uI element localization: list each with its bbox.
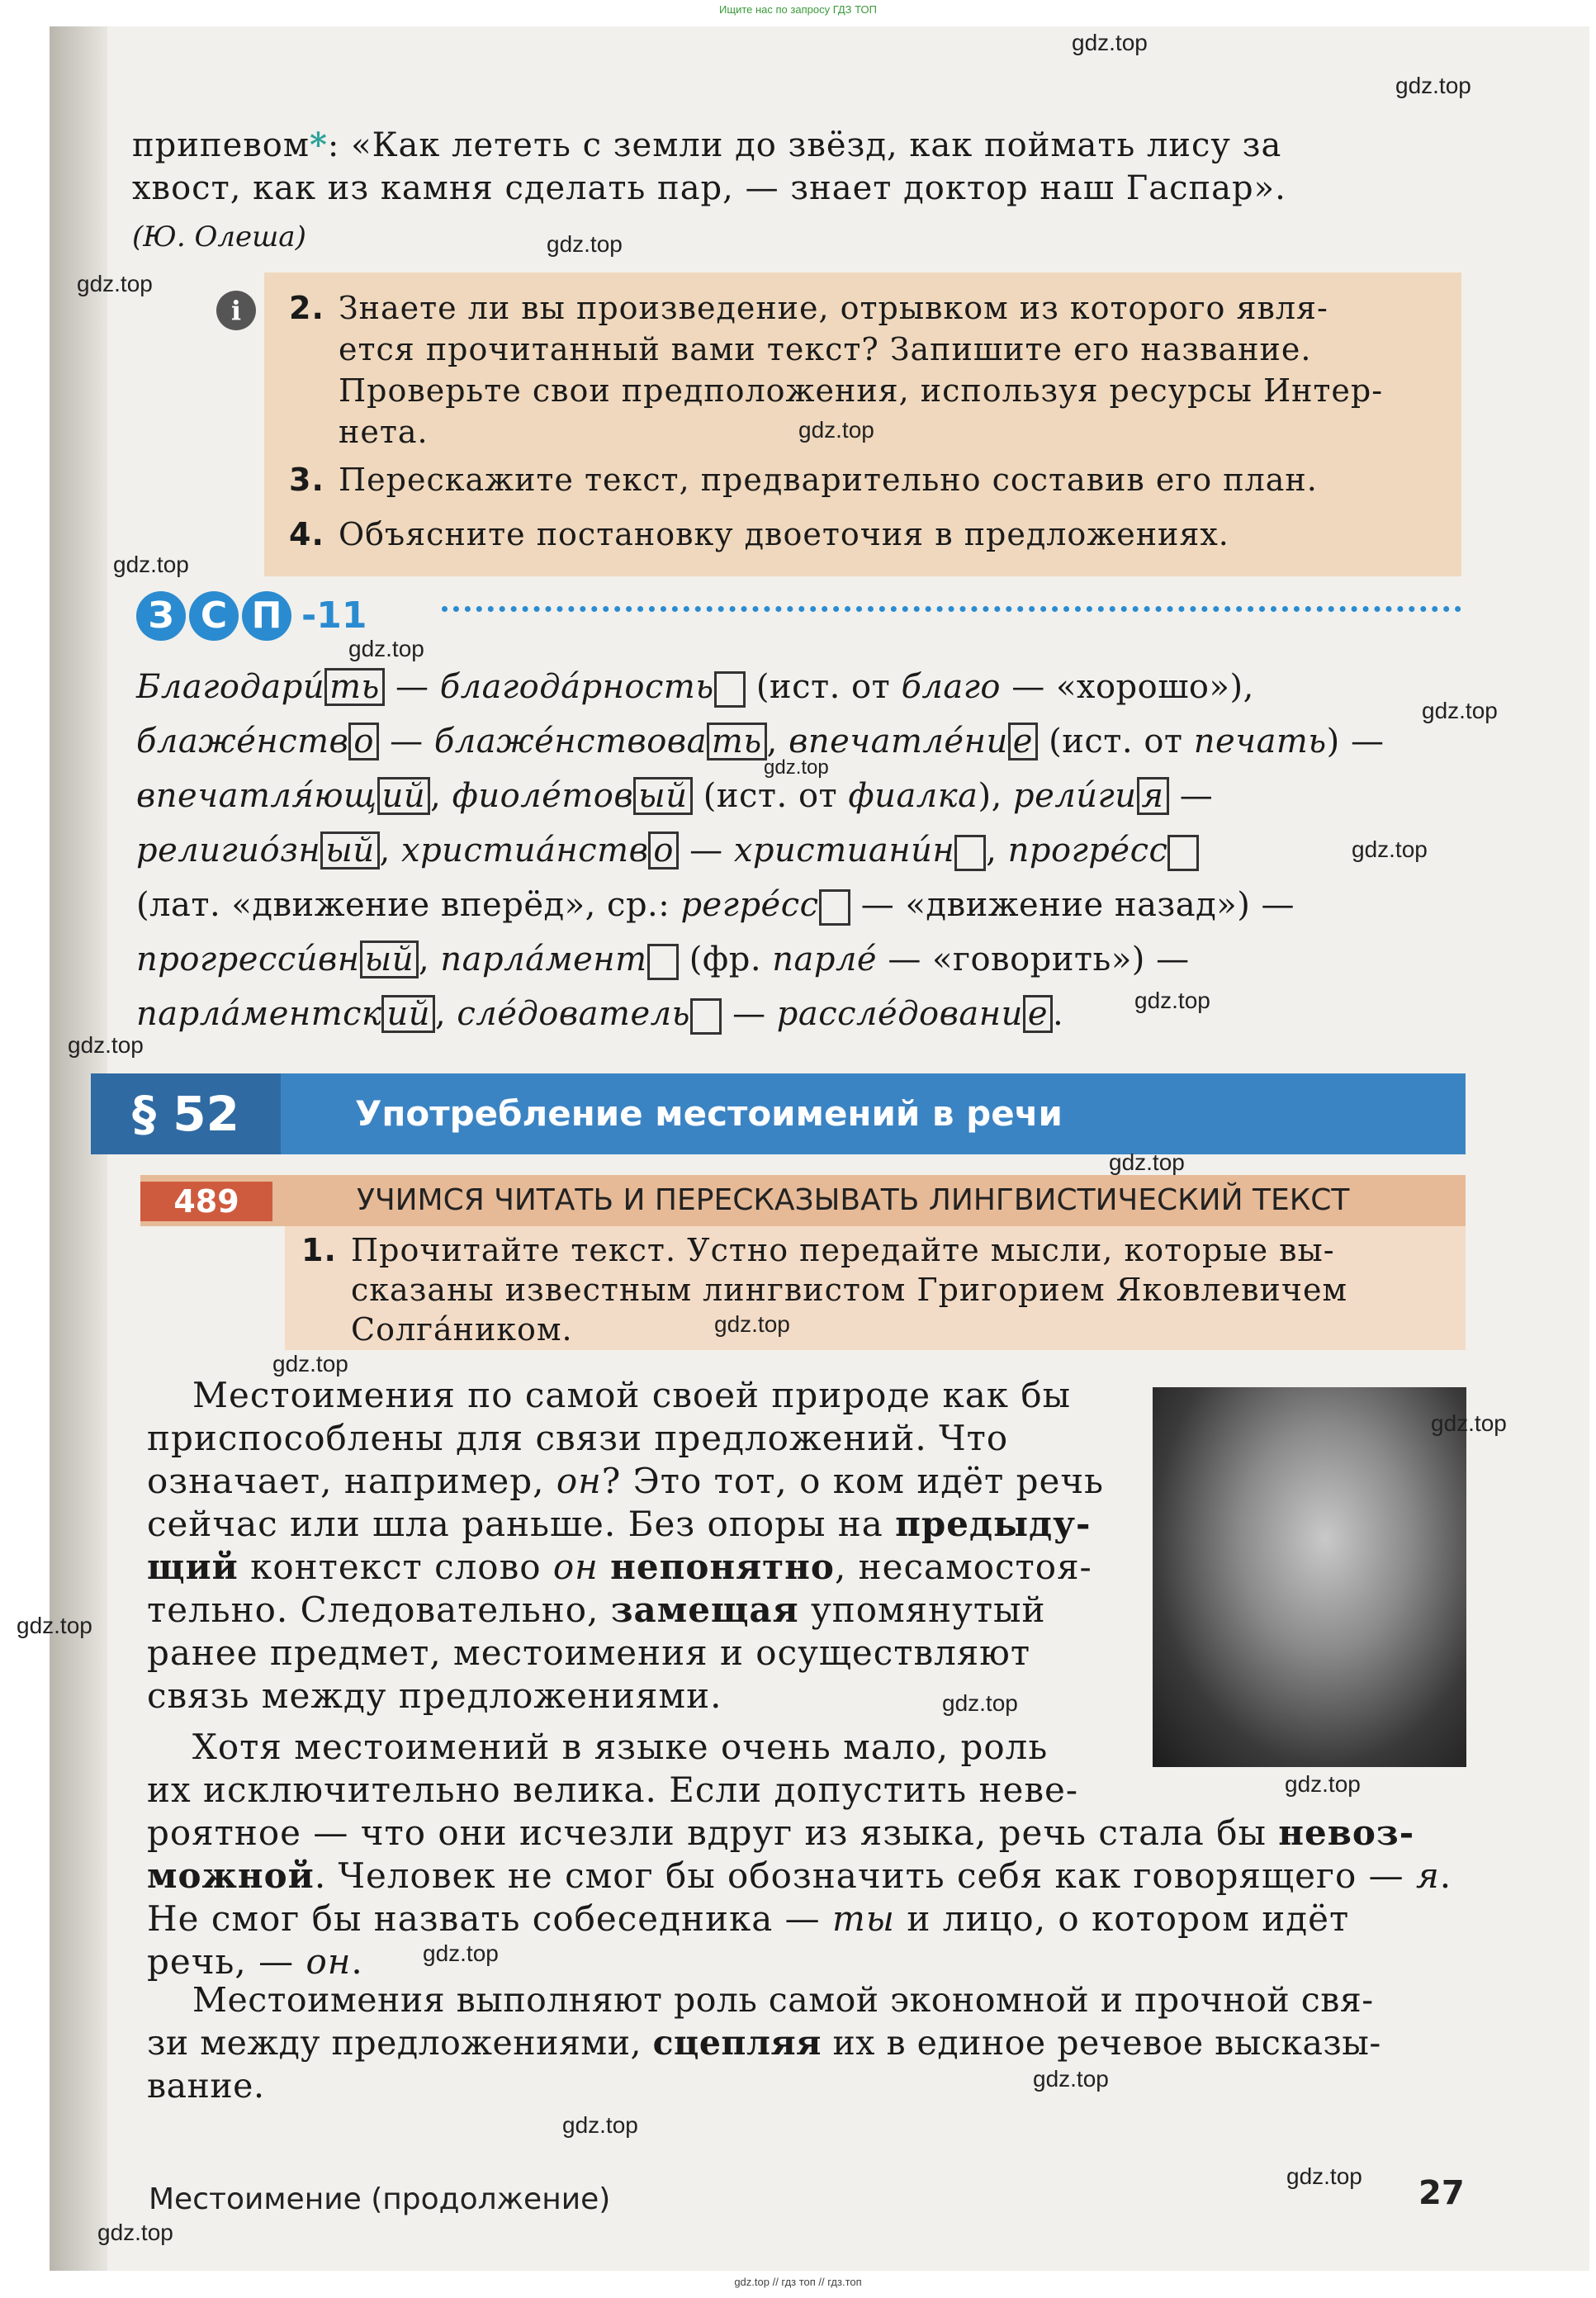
- word-line-5: [136, 884, 1295, 926]
- text-span: сцепляя: [652, 2023, 822, 2063]
- text-span: невоз-: [1278, 1812, 1415, 1853]
- text-span: роятное — что они исчезли вдруг из языка, речь стала бы: [147, 1812, 1279, 1853]
- word: фиалка: [848, 777, 978, 815]
- word-text: .: [1053, 995, 1064, 1033]
- watermark: gdz.top: [1286, 2163, 1362, 2189]
- word: благода́рность: [439, 668, 714, 706]
- word: блаже́нств: [136, 723, 349, 760]
- word: сле́дователь: [457, 995, 690, 1033]
- watermark: gdz.top: [348, 636, 424, 661]
- text-span: замещая: [610, 1590, 799, 1630]
- word: парла́ментск: [136, 995, 382, 1033]
- zero-ending-box: [819, 889, 850, 926]
- text-span: он: [556, 1461, 602, 1501]
- text-span: непонятно: [610, 1547, 835, 1587]
- zero-ending-box: [954, 835, 986, 871]
- section-number: § 52: [91, 1073, 281, 1154]
- ending-box: е: [1023, 995, 1053, 1033]
- word-text: — «хорошо»),: [1001, 668, 1254, 706]
- ending-box: о: [648, 832, 679, 869]
- bottom-note: gdz.top // гдз топ // гдз.топ: [734, 2276, 862, 2288]
- task-number: 3.: [289, 462, 324, 498]
- word: регре́сс: [680, 886, 819, 924]
- zero-ending-box: [1167, 835, 1199, 871]
- word-line-6: [136, 938, 1190, 981]
- task-text: сказаны известным лингвистом Григорием Яковлевичем: [351, 1272, 1348, 1308]
- text-span: , несамостоя-: [834, 1547, 1092, 1587]
- task-4: [289, 514, 1229, 555]
- word: впечатле́ни: [789, 723, 1008, 760]
- word-text: — «движение назад») —: [850, 886, 1295, 924]
- watermark: gdz.top: [1352, 836, 1428, 862]
- task-text: Знаете ли вы произведение, отрывком из которого явля-: [339, 290, 1328, 326]
- text-line: [147, 1898, 1468, 1940]
- word: впечатля́ющ: [136, 777, 377, 815]
- zero-ending-box: [690, 998, 722, 1035]
- watermark: gdz.top: [1422, 698, 1498, 723]
- word: прогресси́вн: [136, 941, 360, 978]
- word-text: ,: [418, 941, 441, 978]
- task-text: нета.: [339, 414, 429, 450]
- watermark: gdz.top: [77, 271, 153, 296]
- word-text: ,: [766, 723, 789, 760]
- word: фиоле́тов: [452, 777, 634, 815]
- zsp-letter-badge: П: [242, 591, 291, 641]
- ending-box: ый: [633, 777, 692, 815]
- word-text: ,: [986, 832, 1008, 869]
- text-span: их в единое речевое высказы-: [821, 2023, 1381, 2063]
- text-line: их исключительно велика. Если допустить неве-: [147, 1770, 1079, 1810]
- word-line-4: [136, 829, 1199, 872]
- text-span: ты: [831, 1898, 896, 1939]
- watermark: gdz.top: [764, 756, 829, 779]
- ending-box: е: [1008, 723, 1038, 760]
- word: парле́: [772, 941, 878, 978]
- zsp-letter-badge: З: [136, 591, 186, 641]
- word-line-1: [136, 666, 1254, 708]
- text-span: .: [1439, 1855, 1452, 1896]
- text-line: вание.: [147, 2066, 265, 2106]
- word: благо: [901, 668, 1002, 706]
- watermark: gdz.top: [562, 2112, 638, 2138]
- watermark: gdz.top: [1285, 1771, 1361, 1797]
- task-text: Проверьте свои предположения, используя ресурсы Интер-: [339, 372, 1384, 409]
- text-span: я: [1415, 1855, 1440, 1896]
- paragraph-2: [147, 1726, 1468, 1983]
- footer-chapter-title: Местоимение (продолжение): [149, 2182, 611, 2216]
- word: религио́зн: [136, 832, 321, 869]
- word-text: ,: [434, 995, 457, 1033]
- zsp-heading: [136, 591, 367, 642]
- word-line-3: [136, 775, 1213, 817]
- ending-box: ый: [320, 832, 379, 869]
- text-span: сейчас или шла раньше. Без опоры на: [147, 1504, 896, 1544]
- task-number: 2.: [289, 290, 324, 326]
- word-text: (лат. «движение вперёд», ср.:: [136, 886, 681, 924]
- word: печать: [1193, 723, 1327, 760]
- text-line: приспособлены для связи предложений. Что: [147, 1418, 1009, 1458]
- word-text: (фр.: [678, 941, 773, 978]
- ending-box: я: [1137, 777, 1169, 815]
- zsp-letter-badge: С: [189, 591, 239, 641]
- paragraph-1: [147, 1374, 1130, 1718]
- page-number: 27: [1418, 2174, 1465, 2212]
- text-span: [599, 1547, 610, 1587]
- footnote-star: *: [309, 126, 328, 164]
- task-text: Прочитайте текст. Устно передайте мысли, которые вы-: [351, 1232, 1335, 1268]
- watermark: gdz.top: [17, 1613, 92, 1638]
- text-line: [147, 1940, 1468, 1983]
- word: прогре́сс: [1007, 832, 1168, 869]
- task-text: Солга́ником.: [351, 1311, 573, 1348]
- watermark: gdz.top: [1134, 988, 1210, 1013]
- info-icon: i: [216, 291, 256, 330]
- text-span: можной: [147, 1855, 315, 1896]
- linguist-portrait-photo: [1153, 1387, 1466, 1767]
- text-line: связь между предложениями.: [147, 1675, 722, 1716]
- text-span: предыду-: [895, 1504, 1092, 1544]
- task-text: ется прочитанный вами текст? Запишите его название.: [339, 331, 1312, 367]
- word-text: —: [1168, 777, 1214, 815]
- word-text: —: [384, 668, 440, 706]
- text-span: тельно. Следовательно,: [147, 1590, 611, 1630]
- watermark: gdz.top: [1431, 1410, 1507, 1436]
- word: христиа́нств: [401, 832, 649, 869]
- ending-box: ий: [381, 995, 435, 1033]
- watermark: gdz.top: [97, 2220, 173, 2245]
- word-text: ,: [430, 777, 452, 815]
- word-text: —: [378, 723, 434, 760]
- exercise-task: [301, 1230, 1347, 1349]
- word-line-7: [136, 993, 1063, 1035]
- task-text: Перескажите текст, предварительно составив его план.: [339, 462, 1318, 498]
- watermark: gdz.top: [942, 1690, 1018, 1716]
- word: блаже́нствова: [433, 723, 707, 760]
- word-text: (ист. от: [692, 777, 849, 815]
- task-3: [289, 459, 1318, 500]
- intro-line-1: [132, 124, 1281, 167]
- ending-box: ий: [377, 777, 431, 815]
- ending-box: о: [348, 723, 379, 760]
- text-line: ранее предмет, местоимения и осуществляют: [147, 1632, 1031, 1673]
- word-text: —: [721, 995, 777, 1033]
- intro-author: (Ю. Олеша): [132, 220, 306, 253]
- intro-text: : «Как лететь с земли до звёзд, как поймать лису за: [327, 126, 1282, 164]
- word-text: —: [678, 832, 734, 869]
- watermark: gdz.top: [272, 1351, 348, 1376]
- zero-ending-box: [714, 671, 746, 708]
- zsp-number: -11: [301, 595, 367, 637]
- paragraph-3: [147, 1978, 1468, 2107]
- text-line: Хотя местоимений в языке очень мало, роль: [192, 1727, 1049, 1767]
- intro-line-2: хвост, как из камня сделать пар, — знает доктор наш Гаспар».: [132, 169, 1286, 207]
- top-note: Ищите нас по запросу ГДЗ ТОП: [719, 3, 877, 16]
- watermark: gdz.top: [1072, 30, 1148, 55]
- section-title: Употребление местоимений в речи: [355, 1093, 1063, 1134]
- text-span: означает, например,: [147, 1461, 556, 1501]
- watermark: gdz.top: [113, 552, 189, 577]
- word-text: ) —: [1326, 723, 1385, 760]
- text-span: Не смог бы назвать собеседника —: [147, 1898, 832, 1939]
- watermark: gdz.top: [1395, 73, 1471, 98]
- text-span: он: [305, 1941, 352, 1982]
- word-text: — «говорить») —: [877, 941, 1190, 978]
- text-span: он: [552, 1547, 599, 1587]
- text-span: речь, —: [147, 1941, 306, 1982]
- task-text: Объясните постановку двоеточия в предложениях.: [339, 516, 1229, 552]
- watermark: gdz.top: [1033, 2066, 1109, 2092]
- word: рели́ги: [1013, 777, 1137, 815]
- intro-text: припевом: [132, 126, 310, 164]
- watermark: gdz.top: [423, 1940, 499, 1966]
- word: парла́мент: [440, 941, 647, 978]
- word-text: ,: [379, 832, 402, 869]
- word-line-2: [136, 720, 1384, 763]
- word-text: (ист. от: [1037, 723, 1194, 760]
- text-line: [147, 1855, 1468, 1898]
- watermark: gdz.top: [68, 1032, 144, 1058]
- ending-box: ть: [324, 668, 385, 706]
- text-span: .: [351, 1941, 363, 1982]
- text-span: и лицо, о котором идёт: [895, 1898, 1350, 1939]
- text-span: упомянутый: [798, 1590, 1046, 1630]
- text-line: Местоимения выполняют роль самой экономной и прочной свя-: [192, 1980, 1374, 2020]
- dotted-divider: [442, 606, 1461, 612]
- text-line: [147, 2021, 1468, 2064]
- text-span: щий: [147, 1547, 239, 1587]
- task-number: 1.: [301, 1232, 337, 1268]
- zero-ending-box: [647, 944, 679, 980]
- exercise-title: УЧИМСЯ ЧИТАТЬ И ПЕРЕСКАЗЫВАТЬ ЛИНГВИСТИЧЕСКИЙ ТЕКСТ: [357, 1183, 1350, 1217]
- text-line: [147, 1546, 1130, 1589]
- watermark: gdz.top: [547, 231, 623, 257]
- text-span: зи между предложениями,: [147, 2023, 653, 2063]
- ending-box: ый: [360, 941, 419, 978]
- word: рассле́довани: [776, 995, 1023, 1033]
- watermark: gdz.top: [1109, 1149, 1185, 1175]
- word-text: (ист. от: [745, 668, 902, 706]
- word-text: ),: [978, 777, 1014, 815]
- text-line: [147, 1589, 1130, 1632]
- word: христиани́н: [733, 832, 955, 869]
- watermark: gdz.top: [714, 1311, 790, 1337]
- text-span: ? Это тот, о ком идёт речь: [601, 1461, 1104, 1501]
- exercise-number: 489: [140, 1182, 272, 1221]
- text-span: контекст слово: [238, 1547, 553, 1587]
- ending-box: ть: [707, 723, 767, 760]
- text-line: Местоимения по самой своей природе как бы: [192, 1375, 1072, 1415]
- task-number: 4.: [289, 516, 324, 552]
- text-line: [147, 1503, 1130, 1546]
- text-line: [147, 1812, 1468, 1855]
- text-span: . Человек не смог бы обозначить себя как говорящего —: [314, 1855, 1416, 1896]
- text-line: [147, 1460, 1130, 1503]
- watermark: gdz.top: [798, 417, 874, 443]
- word: Благодари́: [136, 668, 325, 706]
